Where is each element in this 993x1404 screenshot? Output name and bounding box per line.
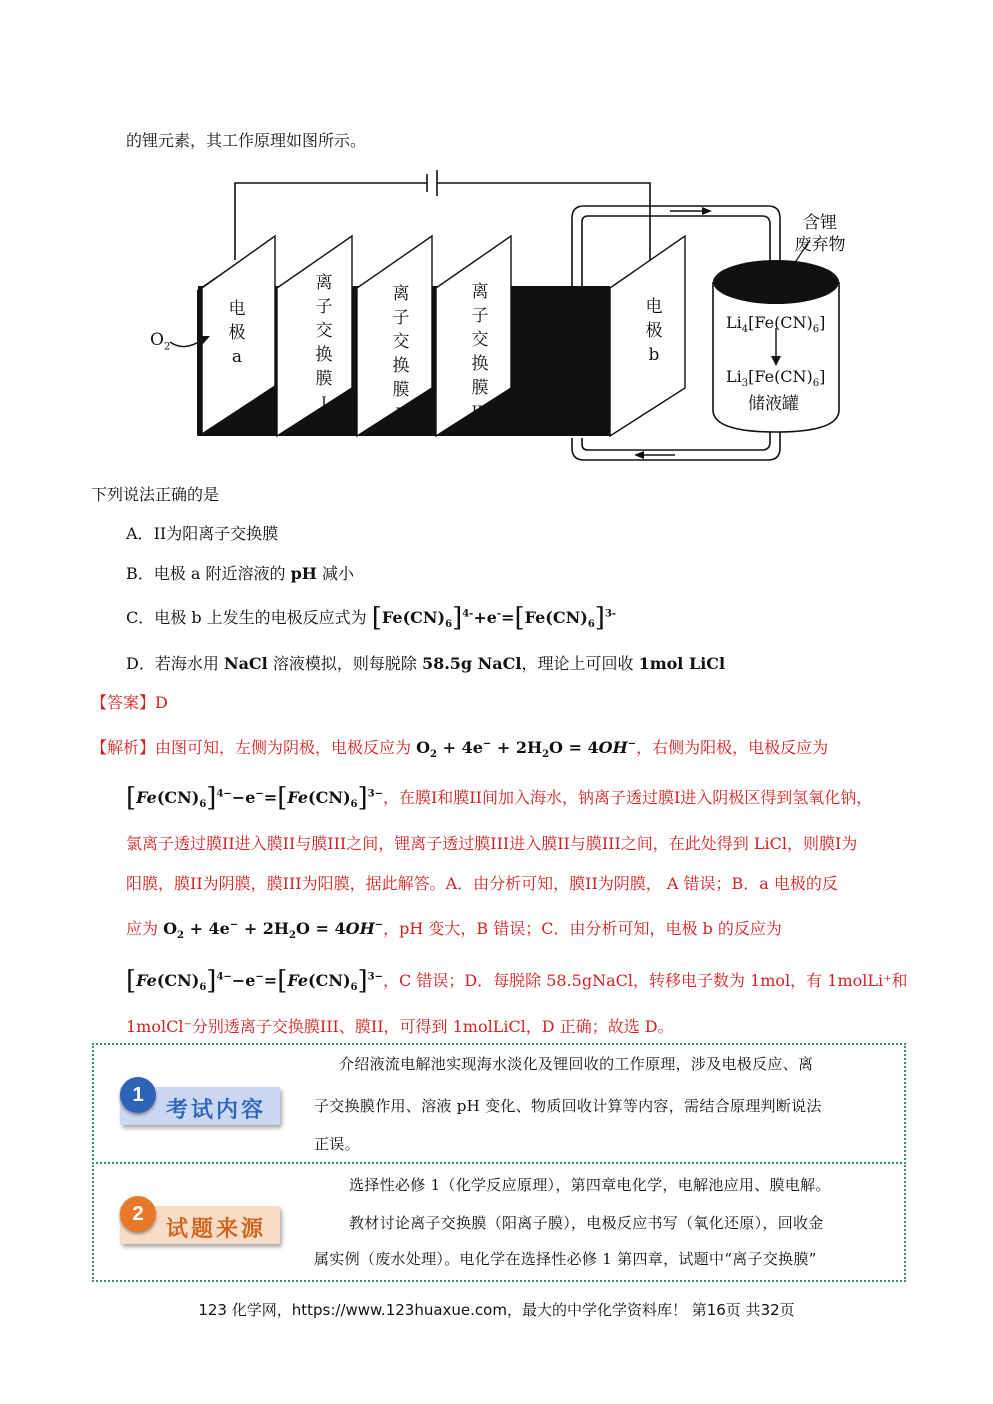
exam-content-title: 考试内容 [166, 1097, 267, 1123]
electrode-b-label: 电 极 b [645, 297, 663, 365]
membrane-2-label: 离 子 交 换 膜 II [392, 284, 410, 422]
exam-content-line-2: 子交换膜作用、溶液 pH 变化、物质回收计算等内容，需结合原理判断说法 [314, 1097, 822, 1115]
o2-label: $O_2$ [150, 330, 171, 353]
tank-label: 储液罐 [748, 394, 799, 414]
question-source-line-2: 教材讨论离子交换膜（阳离子膜），电极反应书写（氧化还原），回收金 [349, 1214, 824, 1232]
waste-label: 含锂 废弃物 [794, 213, 846, 255]
badge-number-2: 2 [120, 1196, 156, 1232]
circuit-wire [235, 183, 650, 260]
answer-line: 【答案】D [91, 693, 168, 712]
flow-arrow-right-icon [670, 207, 712, 215]
tank-bottom-formula: $Li_3[Fe(CN)_6]$ [726, 367, 826, 390]
exam-content-box [92, 1043, 906, 1164]
badge-number-1: 1 [120, 1077, 156, 1113]
option-d: D．若海水用 NaCl 溶液模拟，则每脱除 58.5g NaCl，理论上可回收 1mol LiCl [126, 654, 726, 673]
analysis-line-1: 【解析】由图可知，左侧为阴极，电极反应为 $O_2 + 4e^- + 2H_2O = 4OH^-$，右侧为阳极，电极反应为 [91, 738, 829, 761]
option-c: C．电极 b 上发生的电极反应式为 $[Fe(CN)_6]^{4-}+e^-=[Fe(CN)_6]^{3-}$ [126, 603, 617, 633]
option-a: A．II为阳离子交换膜 [126, 524, 279, 543]
analysis-line-5: 应为 $O_2 + 4e^- + 2H_2O = 4OH^-$，pH 变大，B 错误；C．由分析可知，电极 b 的反应为 [126, 919, 782, 942]
tank-top-formula: $Li_4[Fe(CN)_6]$ [726, 313, 826, 336]
analysis-line-3: 氯离子透过膜II进入膜II与膜III之间，锂离子透过膜III进入膜II与膜III之间，在此处得到 LiCl，则膜I为 [126, 834, 858, 853]
question-source-line-3: 属实例（废水处理）。电化学在选择性必修 1 第四章，试题中“离子交换膜” [314, 1250, 817, 1268]
exam-content-line-3: 正误。 [314, 1135, 360, 1153]
analysis-line-7: 1molCl⁻分别透离子交换膜III、膜II，可得到 1molLiCl，D 正确；故选 D。 [126, 1017, 674, 1036]
exam-content-line-1: 介绍液流电解池实现海水淡化及锂回收的工作原理，涉及电极反应、离 [339, 1055, 814, 1073]
question-source-line-1: 选择性必修 1（化学反应原理），第四章电化学，电解池应用、膜电解。 [349, 1176, 831, 1194]
question-source-box [92, 1162, 906, 1282]
flow-arrow-left-icon [634, 451, 675, 459]
option-b: B．电极 a 附近溶液的 pH 减小 [126, 564, 354, 583]
question-source-title: 试题来源 [166, 1216, 267, 1242]
question-stem: 下列说法正确的是 [91, 485, 220, 504]
battery-icon [427, 170, 437, 196]
membrane-1-label: 离 子 交 换 膜 I [315, 273, 333, 411]
membrane-3-label: 离 子 交 换 膜 III [471, 282, 489, 420]
analysis-line-6: $[Fe(CN)_6]^{4-}-e^-=[Fe(CN)_6]^{3-}$，C 错误；D．每脱除 58.5gNaCl，转移电子数为 1mol，有 1molLi⁺和 [126, 966, 908, 996]
page-footer: 123 化学网，https://www.123huaxue.com，最大的中学化学资料库！ 第16页 共32页 [198, 1301, 795, 1319]
analysis-line-2: $[Fe(CN)_6]^{4-}-e^-=[Fe(CN)_6]^{3-}$，在膜I和膜II间加入海水，钠离子透过膜I进入阴极区得到氢氧化钠， [126, 783, 873, 813]
analysis-line-4: 阳膜，膜II为阴膜，膜III为阳膜，据此解答。A．由分析可知，膜II为阴膜， A 错误；B．a 电极的反 [126, 874, 838, 893]
intro-line: 的锂元素，其工作原理如图所示。 [126, 131, 367, 150]
electrode-a-label: 电 极 a [228, 299, 246, 367]
